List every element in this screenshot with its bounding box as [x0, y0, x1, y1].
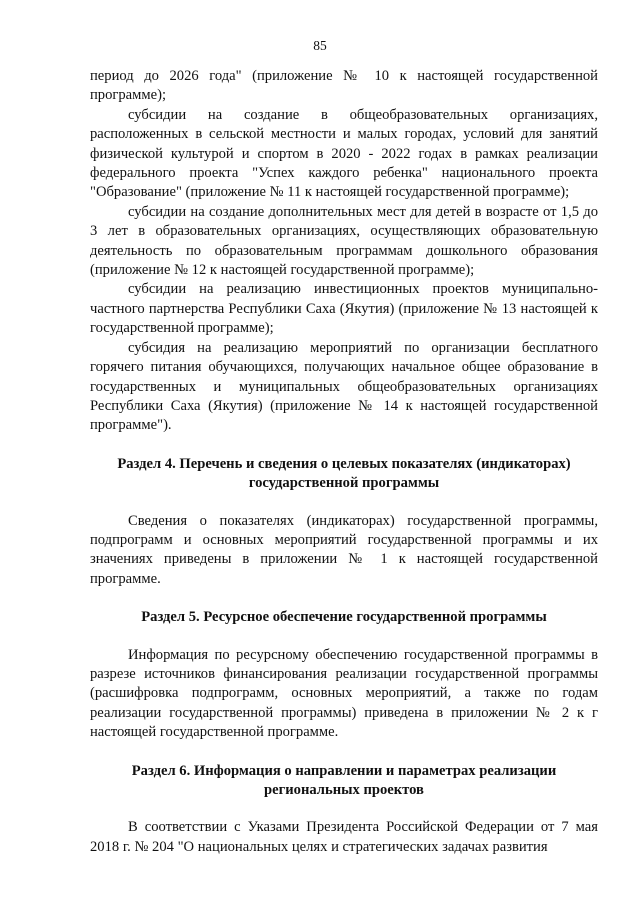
paragraph-subsidy-sports: субсидии на создание в общеобразовательных организациях, расположенных в сельской местности и малых городах, условий для занятий физической культурой и спортом в 2020 - 2022 годах в рамках реализации федерального проекта "Успех каждого ребенка" национального проекта "Образование" (приложение № 11 к настоящей государственной программе); — [90, 106, 598, 201]
paragraph-subsidy-preschool: субсидии на создание дополнительных мест для детей в возрасте от 1,5 до 3 лет в образовательных организациях, осуществляющих образовательную деятельность по образовательным программам дошкольного образования (приложение № 12 к настоящей государственной программе); — [90, 203, 598, 279]
section-6-heading: Раздел 6. Информация о направлении и параметрах реализации региональных проектов — [131, 762, 557, 798]
section-5-heading: Раздел 5. Ресурсное обеспечение государственной программы — [141, 609, 547, 626]
section-5-text: Информация по ресурсному обеспечению государственной программы в разрезе источников финансирования реализации государственной программы (расшифровка подпрограмм, основных мероприятий, а также по годам реализации государственной программы) приведена в приложении № 2 к г настоящей государственной программе. — [90, 646, 598, 741]
section-4-text: Сведения о показателях (индикаторах) государственной программы, подпрограмм и основных мероприятий государственной программы и их значениях приведены в приложении № 1 к настоящей государственной программе. — [90, 512, 598, 587]
paragraph-continuation: период до 2026 года" (приложение № 10 к настоящей государственной программе); — [90, 68, 598, 104]
section-6-text: В соответствии с Указами Президента Российской Федерации от 7 мая 2018 г. № 204 "О национальных целях и стратегических задачах развития — [90, 819, 598, 855]
paragraph-subsidy-investment: субсидии на реализацию инвестиционных проектов муниципально-частного партнерства Республики Саха (Якутия) (приложение № 13 настоящей к государственной программе); — [90, 281, 598, 337]
paragraph-subsidy-meals: субсидия на реализацию мероприятий по организации бесплатного горячего питания обучающихся, получающих начальное общее образование в государственных и муниципальных общеобразовательных организациях Республики Саха (Якутия) (приложение № 14 к настоящей государственной программе"). — [90, 339, 598, 434]
section-4-heading: Раздел 4. Перечень и сведения о целевых показателях (индикаторах) государственной программы — [117, 455, 571, 492]
page-number: 85 — [313, 38, 327, 53]
document-body — [90, 67, 598, 857]
